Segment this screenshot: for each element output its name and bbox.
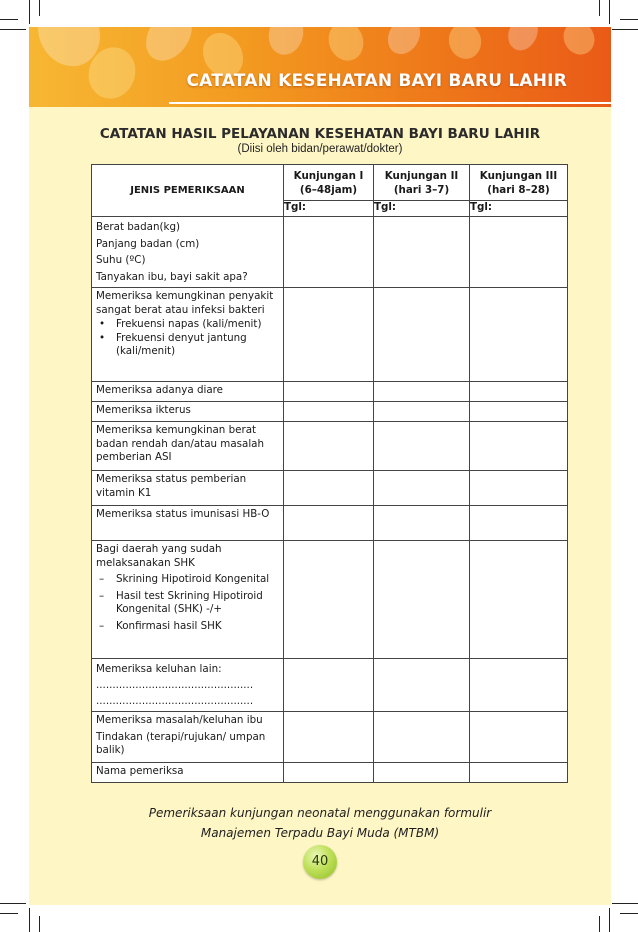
row-label [92, 659, 284, 712]
date-label-k2: Tgl: [374, 201, 470, 217]
dash-item [96, 590, 279, 617]
table-header-row [92, 165, 568, 201]
entry-cell-k1[interactable] [284, 217, 374, 288]
entry-cell-k3[interactable] [470, 217, 568, 288]
bullet-icon: • [99, 331, 106, 344]
entry-cell-k3[interactable] [470, 382, 568, 402]
row-text: Memeriksa ikterus [96, 404, 191, 416]
entry-cell-k1[interactable] [284, 471, 374, 506]
footnote [29, 803, 611, 843]
dotted-line: ................................................ [96, 679, 254, 691]
entry-cell-k3[interactable] [470, 763, 568, 783]
row-text: Berat badan(kg) [96, 221, 181, 233]
entry-cell-k2[interactable] [374, 712, 470, 763]
banner-decoration [323, 27, 369, 66]
row-label [92, 402, 284, 422]
visit-name: Kunjungan III [479, 169, 558, 182]
entry-cell-k3[interactable] [470, 506, 568, 541]
banner-title: CATATAN KESEHATAN BAYI BARU LAHIR [186, 71, 567, 91]
entry-cell-k1[interactable] [284, 763, 374, 783]
row-label [92, 288, 284, 382]
entry-cell-k1[interactable] [284, 659, 374, 712]
entry-cell-k1[interactable] [284, 506, 374, 541]
entry-cell-k2[interactable] [374, 217, 470, 288]
row-text: Memeriksa status imunisasi HB-O [96, 508, 270, 520]
entry-cell-k1[interactable] [284, 541, 374, 659]
date-label-k3: Tgl: [470, 201, 568, 217]
entry-cell-k3[interactable] [470, 402, 568, 422]
header-jenis-pemeriksaan: JENIS PEMERIKSAAN [92, 165, 284, 217]
banner-decoration [445, 27, 485, 63]
header-banner [29, 27, 611, 107]
table-row [92, 763, 568, 783]
row-label [92, 541, 284, 659]
table-row [92, 217, 568, 288]
visit-range: (hari 8–28) [487, 183, 550, 196]
visit-name: Kunjungan II [384, 169, 459, 182]
form-subtitle: (Diisi oleh bidan/perawat/dokter) [237, 143, 403, 155]
banner-decoration [558, 27, 600, 60]
table-row [92, 288, 568, 382]
row-label [92, 506, 284, 541]
entry-cell-k3[interactable] [470, 712, 568, 763]
entry-cell-k2[interactable] [374, 402, 470, 422]
entry-cell-k2[interactable] [374, 422, 470, 471]
dash-item [96, 573, 279, 587]
entry-cell-k2[interactable] [374, 506, 470, 541]
form-title: CATATAN HASIL PELAYANAN KESEHATAN BAYI BARU LAHIR [99, 126, 541, 142]
banner-decoration [382, 27, 427, 60]
page-number-badge: 40 [303, 845, 337, 879]
row-text: Suhu (ºC) [96, 254, 146, 266]
row-text: Tindakan (terapi/rujukan/ umpan balik) [96, 730, 266, 756]
entry-cell-k3[interactable] [470, 541, 568, 659]
entry-cell-k1[interactable] [284, 422, 374, 471]
header-kunjungan-2 [374, 165, 470, 201]
entry-cell-k2[interactable] [374, 471, 470, 506]
table-row [92, 471, 568, 506]
entry-cell-k2[interactable] [374, 541, 470, 659]
bullet-item [96, 332, 279, 359]
banner-decoration [137, 27, 202, 69]
header-kunjungan-1 [284, 165, 374, 201]
bullet-text: Frekuensi denyut jantung (kali/menit) [116, 331, 247, 357]
table-row [92, 541, 568, 659]
row-label [92, 712, 284, 763]
footnote-line: Pemeriksaan kunjungan neonatal menggunakan formulir [148, 806, 492, 820]
row-text: Memeriksa keluhan lain: [96, 663, 222, 675]
entry-cell-k1[interactable] [284, 402, 374, 422]
row-label [92, 763, 284, 783]
row-label [92, 382, 284, 402]
row-text: Memeriksa kemungkinan berat badan rendah dan/atau masalah pemberian ASI [96, 424, 265, 463]
table-row [92, 506, 568, 541]
bullet-item [96, 318, 279, 332]
entry-cell-k3[interactable] [470, 659, 568, 712]
visit-range: (6–48jam) [299, 183, 358, 196]
table-row [92, 382, 568, 402]
examination-table [91, 164, 568, 783]
banner-underline [169, 102, 611, 104]
row-label [92, 471, 284, 506]
row-text: Memeriksa adanya diare [96, 384, 223, 396]
row-text: Memeriksa status pemberian vitamin K1 [96, 473, 247, 499]
entry-cell-k2[interactable] [374, 659, 470, 712]
banner-decoration [503, 27, 544, 55]
table-row [92, 712, 568, 763]
header-kunjungan-3 [470, 165, 568, 201]
row-text: Nama pemeriksa [96, 765, 184, 777]
dash-item [96, 620, 279, 634]
entry-cell-k1[interactable] [284, 382, 374, 402]
footnote-line: Manajemen Terpadu Bayi Muda (MTBM) [200, 826, 440, 840]
entry-cell-k2[interactable] [374, 288, 470, 382]
entry-cell-k3[interactable] [470, 288, 568, 382]
row-text: Tanyakan ibu, bayi sakit apa? [96, 270, 248, 283]
page [29, 27, 611, 905]
dash-text: Hasil test Skrining Hipotiroid Kongenital (SHK) -/+ [116, 589, 263, 615]
visit-name: Kunjungan I [293, 169, 364, 182]
table-row [92, 422, 568, 471]
entry-cell-k2[interactable] [374, 763, 470, 783]
bullet-icon: • [99, 318, 106, 330]
dash-text: Konfirmasi hasil SHK [116, 619, 222, 632]
entry-cell-k3[interactable] [470, 471, 568, 506]
row-text: Bagi daerah yang sudah melaksanakan SHK [96, 543, 222, 569]
entry-cell-k1[interactable] [284, 712, 374, 763]
visit-range: (hari 3–7) [393, 183, 450, 196]
table-row [92, 659, 568, 712]
row-label [92, 217, 284, 288]
dash-icon: – [99, 573, 105, 585]
banner-decoration [264, 27, 308, 59]
row-text: Memeriksa kemungkinan penyakit sangat berat atau infeksi bakteri [96, 290, 274, 316]
row-text: Panjang badan (cm) [96, 237, 200, 250]
entry-cell-k2[interactable] [374, 382, 470, 402]
dash-icon: – [99, 589, 105, 602]
entry-cell-k1[interactable] [284, 288, 374, 382]
date-label-k1: Tgl: [284, 201, 374, 217]
dotted-line: ................................................ [96, 695, 254, 707]
dash-icon: – [99, 619, 105, 632]
row-text: Memeriksa masalah/keluhan ibu [96, 714, 263, 726]
entry-cell-k3[interactable] [470, 422, 568, 471]
row-label [92, 422, 284, 471]
dash-text: Skrining Hipotiroid Kongenital [116, 573, 270, 585]
bullet-text: Frekuensi napas (kali/menit) [116, 318, 262, 330]
table-row [92, 402, 568, 422]
